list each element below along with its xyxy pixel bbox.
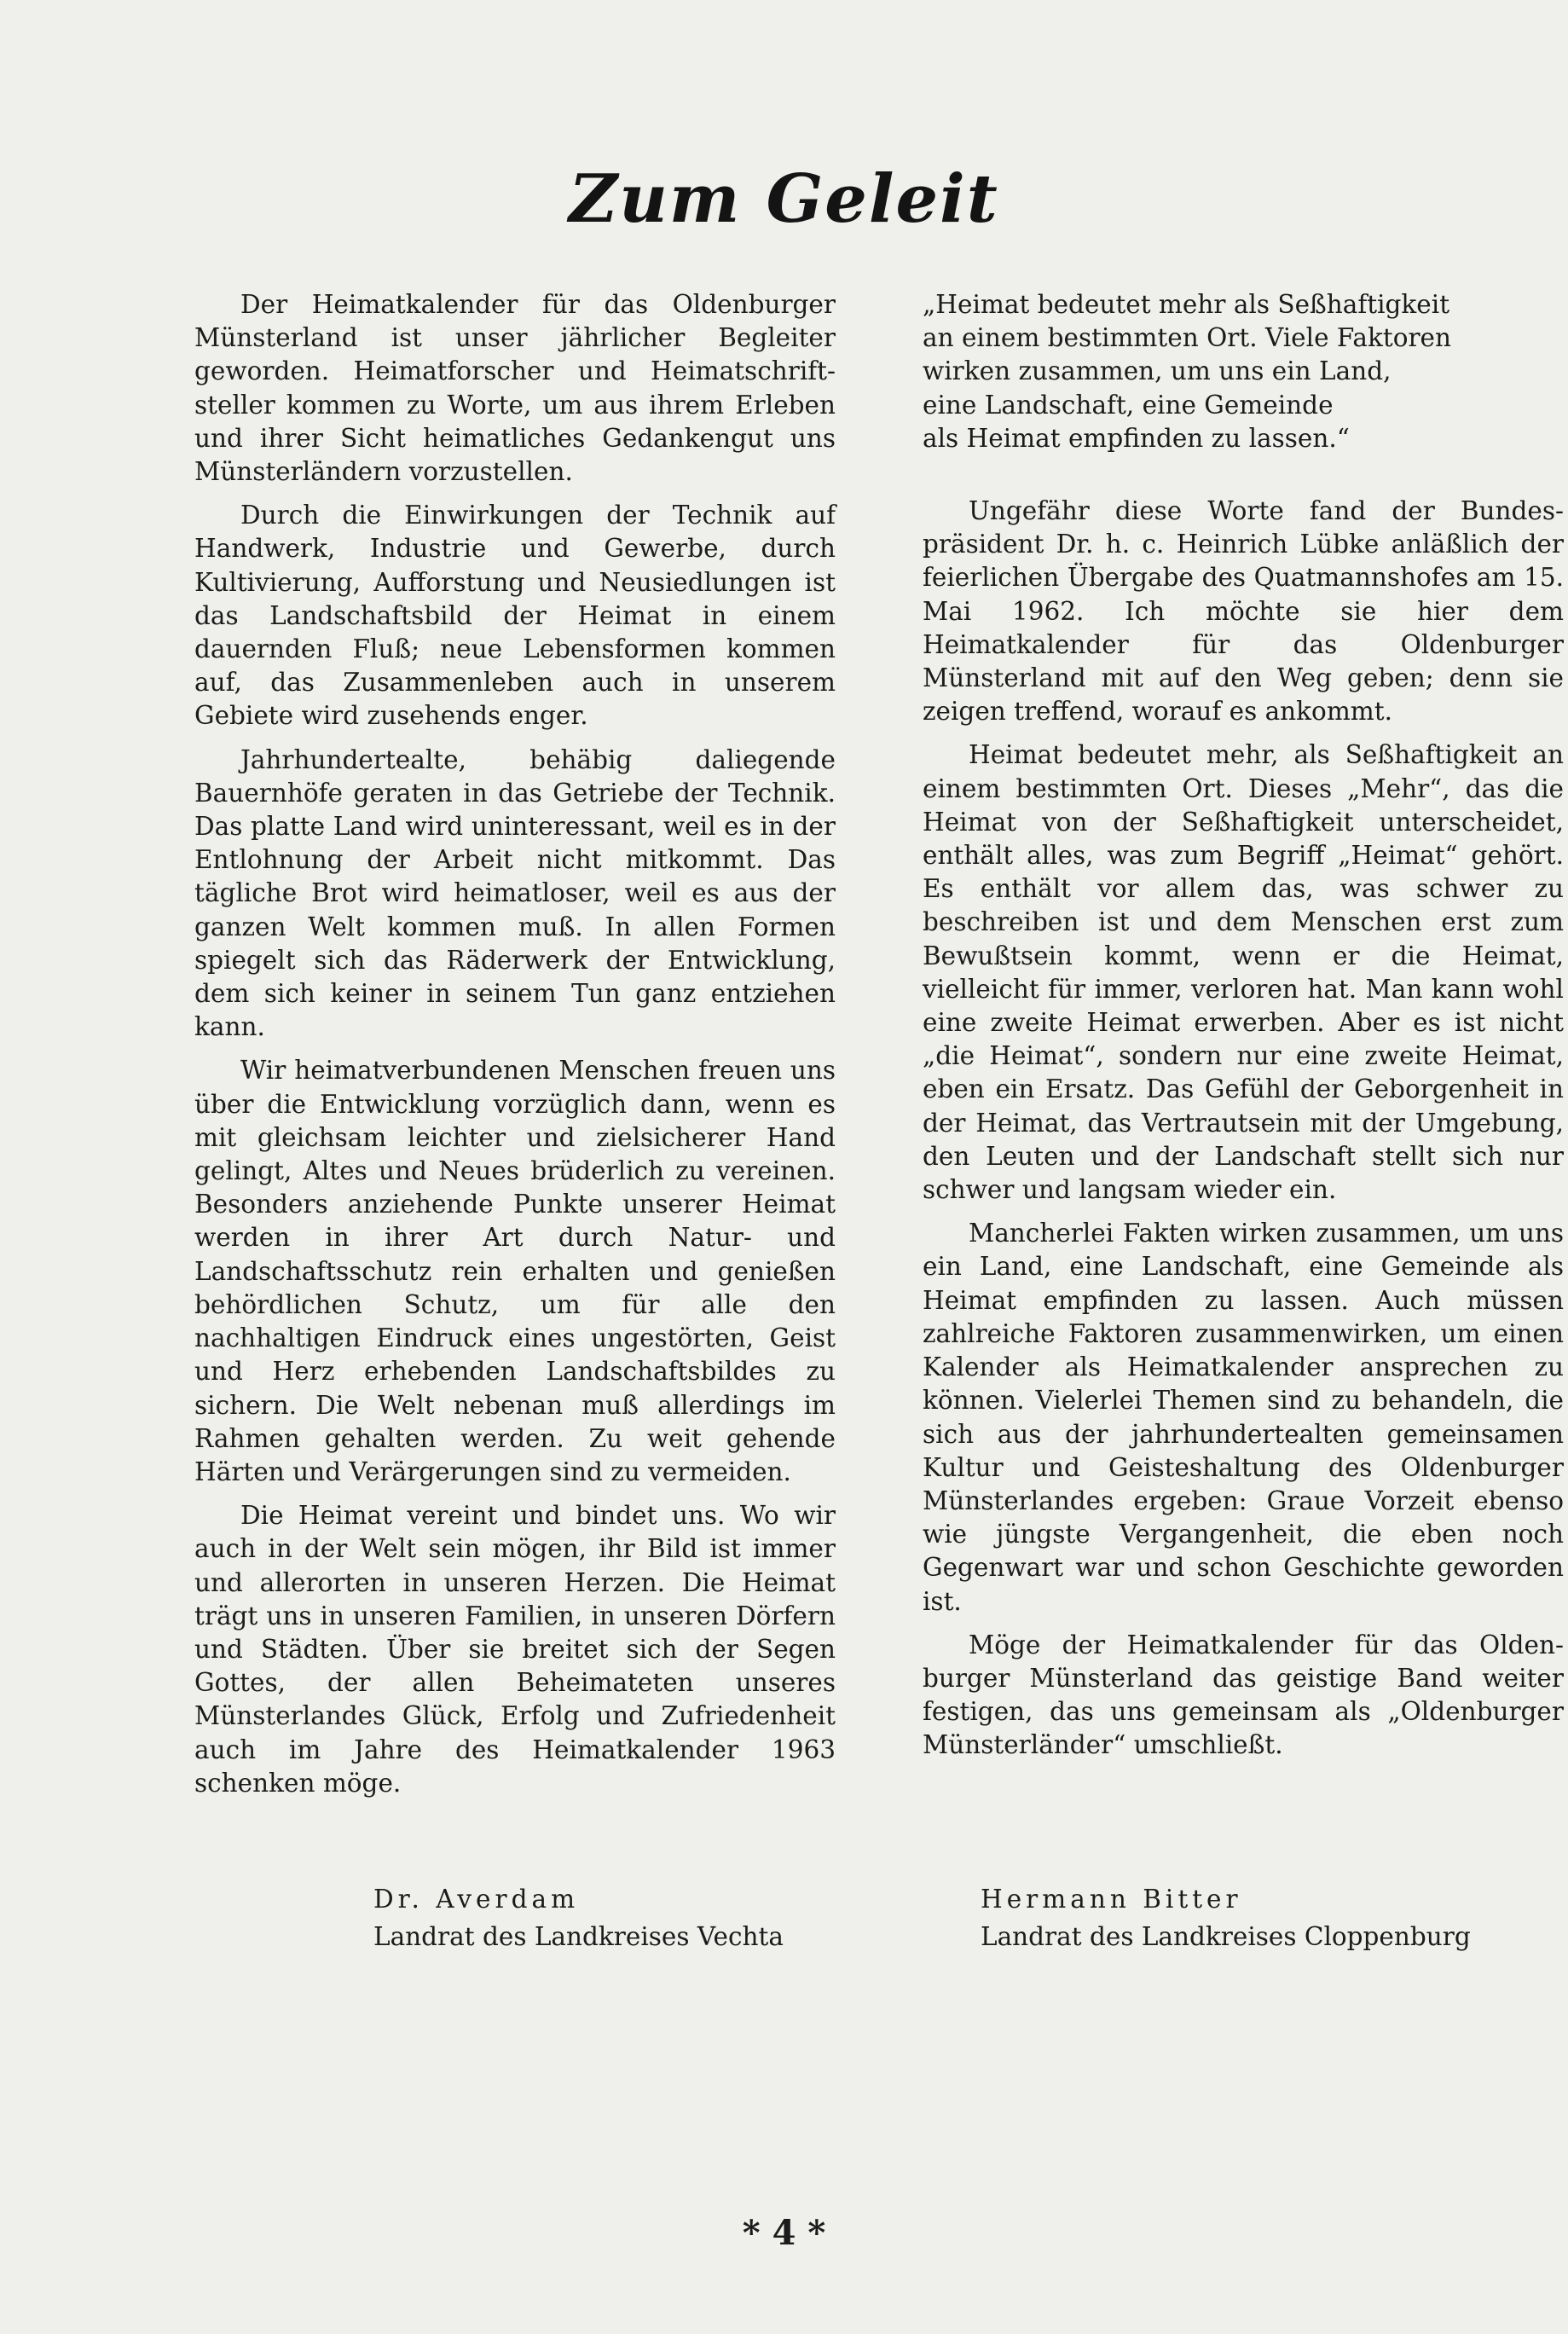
paragraph: Durch die Einwirkungen der Technik auf Handwerk, Industrie und Gewerbe, durch Kultivierung, Aufforstung und Neusiedlungen ist das Landschaftsbild der Heimat in einem dauernden Fluß; neue Lebensformen kommen auf, das Zusammenleben auch in unserem Gebiete wird zusehends enger. (194, 501, 836, 731)
signature-role: Landrat des Landkreises Vechta (373, 1922, 784, 1951)
quote-line: „Heimat bedeutet mehr als Seßhaftigkeit (923, 290, 1450, 319)
quote-line: als Heimat empfinden zu lassen.“ (923, 423, 1350, 453)
paragraph: Möge der Heimatkalender für das Oldenburger Münsterland das geistige Band weiter festigen, das uns gemeinsam als „Oldenburger Münsterländer“ umschließt. (923, 1630, 1564, 1760)
quote-line: wirken zusammen, um uns ein Land, (923, 356, 1392, 386)
signature-name: Dr. Averdam (373, 1885, 580, 1914)
page-number: * 4 * (742, 2213, 826, 2253)
quote-line: eine Landschaft, eine Gemeinde (923, 390, 1334, 420)
signature-name: Hermann Bitter (981, 1885, 1242, 1914)
signature-right (981, 1880, 1471, 1955)
paragraph: Die Heimat vereint und bindet uns. Wo wir auch in der Welt sein mögen, ihr Bild ist immer und allerorten in unseren Herzen. Die Heimat trägt uns in unseren Familien, in unseren Dörfern und Städten. Über sie breitet sich der Segen Gottes, der allen Beheimateten unseres Münsterlandes Glück, Erfolg und Zufriedenheit auch im Jahre des Heimatkalender 1963 schenken möge. (194, 1501, 836, 1798)
paragraph: Ungefähr diese Worte fand der Bundespräsident Dr. h. c. Heinrich Lübke anläßlich der feierlichen Übergabe des Quatmannshofes am 15. Mai 1962. Ich möchte sie hier dem Heimatkalender für das Oldenburger Münsterland mit auf den Weg geben; denn sie zeigen treffend, worauf es ankommt. (923, 496, 1564, 727)
page-title: Zum Geleit (569, 160, 999, 238)
paragraph: Jahrhundertealte, behäbig daliegende Bauernhöfe geraten in das Getriebe der Technik. Das platte Land wird uninteressant, weil es in der Entlohnung der Arbeit nicht mitkommt. Das tägliche Brot wird heimatloser, weil es aus der ganzen Welt kommen muß. In allen Formen spiegelt sich das Räderwerk der Entwicklung, dem sich keiner in seinem Tun ganz entziehen kann. (194, 744, 836, 1042)
quote-line: an einem bestimmten Ort. Viele Faktoren (923, 323, 1452, 353)
paragraph: Mancherlei Fakten wirken zusammen, um uns ein Land, eine Landschaft, eine Gemeinde als Heimat empfinden zu lassen. Auch müssen zahlreiche Faktoren zusammenwirken, um einen Kalender als Heimatkalender ansprechen zu können. Vielerlei Themen sind zu behandeln, die sich aus der jahrhundertealten gemeinsamen Kultur und Geisteshaltung des Oldenburger Münsterlandes ergeben: Graue Vorzeit ebenso wie jüngste Vergangenheit, die eben noch Gegenwart war und schon Geschichte geworden ist. (923, 1219, 1564, 1616)
signature-role: Landrat des Landkreises Cloppenburg (981, 1922, 1471, 1951)
right-column (923, 288, 1564, 1773)
paragraph: Wir heimatverbundenen Menschen freuen uns über die Entwicklung vorzüglich dann, wenn es mit gleichsam leichter und zielsicherer Hand gelingt, Altes und Neues brüderlich zu vereinen. Besonders anziehende Punkte unserer Heimat werden in ihrer Art durch Natur- und Landschaftsschutz rein erhalten und genießen behördlichen Schutz, um für alle den nachhaltigen Eindruck eines ungestörten, Geist und Herz erhebenden Landschaftsbildes zu sichern. Die Welt nebenan muß allerdings im Rahmen gehalten werden. Zu weit gehende Härten und Verärgerungen sind zu vermeiden. (194, 1056, 836, 1486)
paragraph: Heimat bedeutet mehr, als Seßhaftigkeit an einem bestimmten Ort. Dieses „Mehr“, das die Heimat von der Seßhaftigkeit unterscheidet, enthält alles, was zum Begriff „Heimat“ gehört. Es enthält vor allem das, was schwer zu beschreiben ist und dem Menschen erst zum Bewußtsein kommt, wenn er die Heimat, vielleicht für immer, verloren hat. Man kann wohl eine zweite Heimat erwerben. Aber es ist nicht „die Heimat“, sondern nur eine zweite Heimat, eben ein Ersatz. Das Gefühl der Geborgenheit in der Heimat, das Vertrautsein mit der Umgebung, den Leuten und der Landschaft stellt sich nur schwer und langsam wieder ein. (923, 740, 1564, 1205)
paragraph: Der Heimatkalender für das Oldenburger Münsterland ist unser jährlicher Begleiter geworden. Heimatforscher und Heimatschriftsteller kommen zu Worte, um aus ihrem Erleben und ihrer Sicht heimatliches Gedankengut uns Münsterländern vorzustellen. (194, 290, 836, 487)
signature-left (373, 1880, 784, 1955)
left-column (194, 288, 836, 1810)
quote-block (923, 288, 1564, 455)
